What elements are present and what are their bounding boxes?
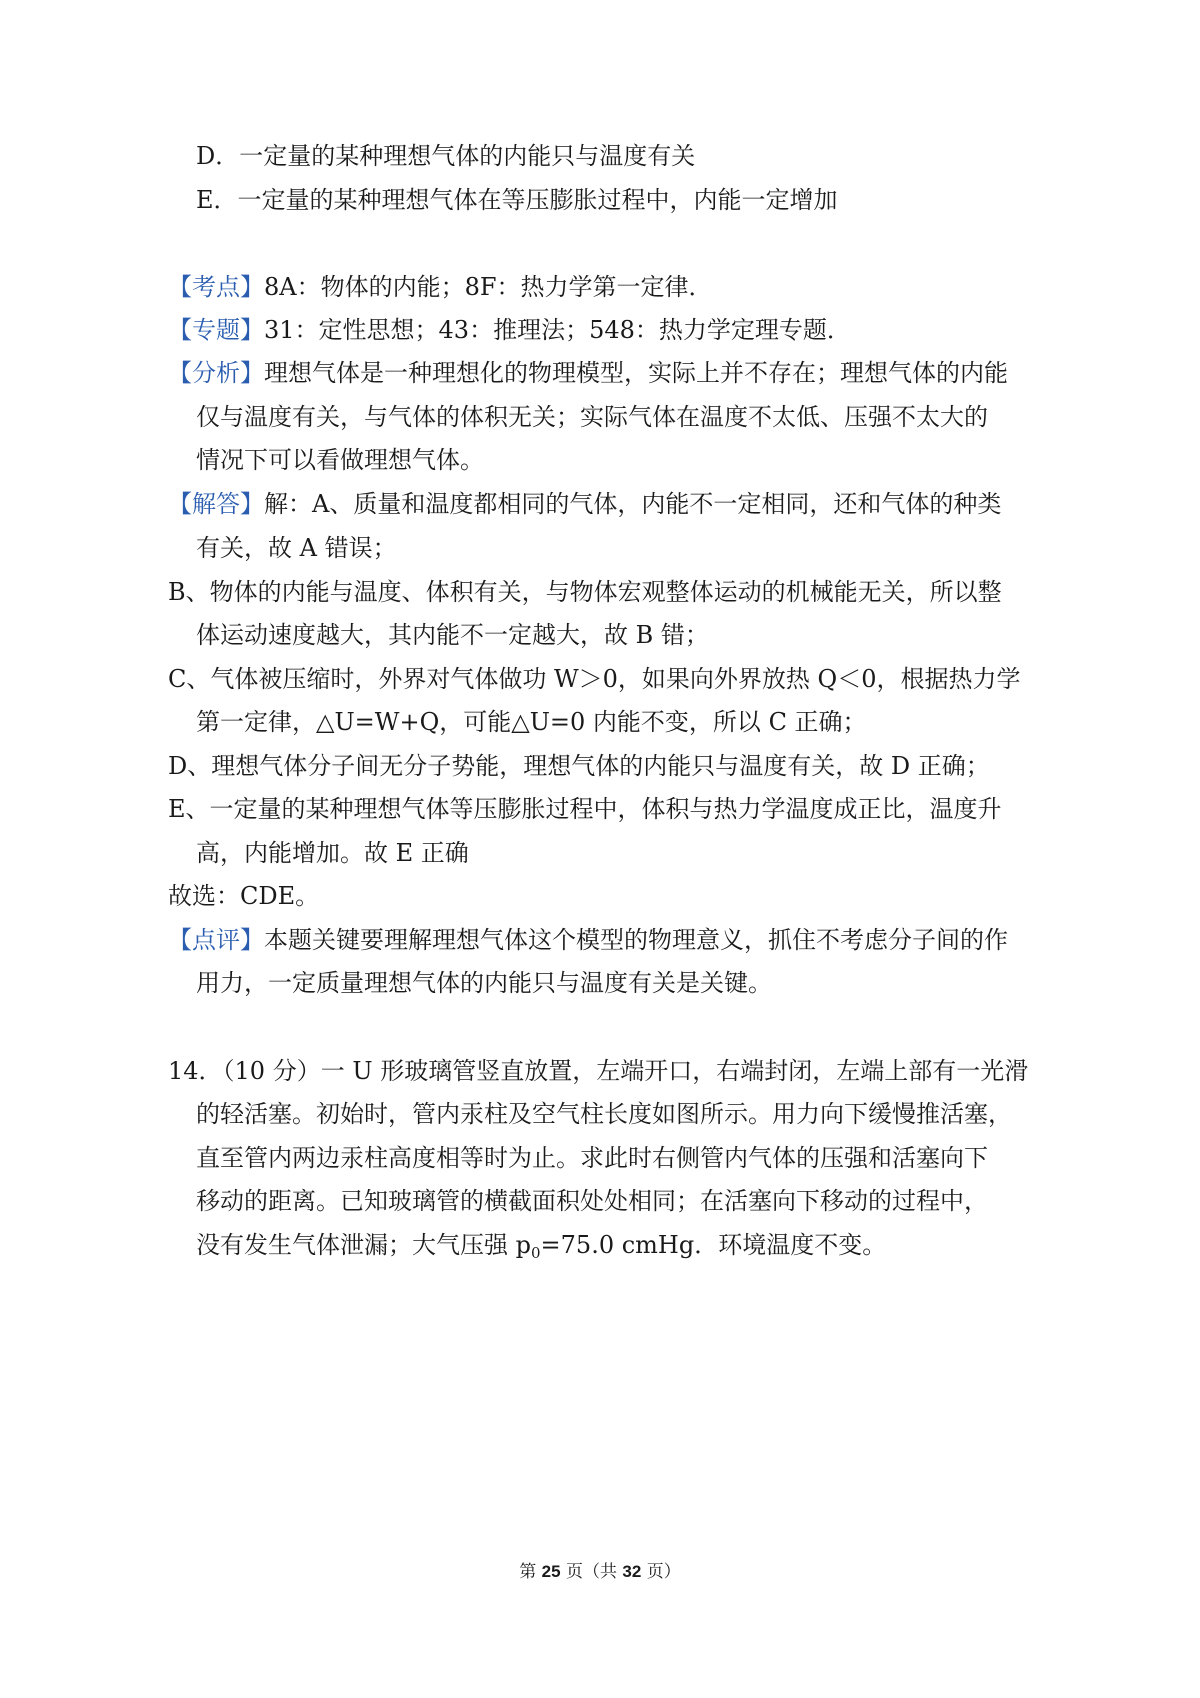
jieda-line-8: E、一定量的某种理想气体等压膨胀过程中，体积与热力学温度成正比，温度升	[168, 795, 1002, 823]
footer-suffix: 页）	[646, 1562, 681, 1582]
zhuanti-section	[168, 314, 851, 346]
kaodian-tag: 【考点】	[168, 273, 264, 301]
dianping-tag: 【点评】	[168, 926, 264, 954]
question14-line-3: 直至管内两边汞柱高度相等时为止。求此时右侧管内气体的压强和活塞向下	[196, 1144, 988, 1172]
fenxi-line-2: 仅与温度有关，与气体的体积无关；实际气体在温度不太低、压强不太大的	[196, 403, 988, 431]
option-e: E．一定量的某种理想气体在等压膨胀过程中，内能一定增加	[196, 186, 838, 214]
jieda-text-1: 解：A、质量和温度都相同的气体，内能不一定相同，还和气体的种类	[264, 490, 1002, 518]
question14-line-5	[196, 1229, 886, 1269]
kaodian-text: 8A：物体的内能；8F：热力学第一定律．	[264, 273, 713, 301]
footer-middle: 页（共	[566, 1562, 617, 1582]
question14-last-prefix: 没有发生气体泄漏；大气压强 p	[196, 1231, 531, 1259]
jieda-line-6: 第一定律，△U=W+Q，可能△U=0 内能不变，所以 C 正确；	[196, 708, 867, 736]
fenxi-line-3: 情况下可以看做理想气体。	[196, 446, 484, 474]
question14-last-suffix: =75.0 cmHg．环境温度不变。	[540, 1231, 887, 1259]
question14-line-1: 14．（10 分）一 U 形玻璃管竖直放置，左端开口，右端封闭，左端上部有一光滑	[168, 1057, 1029, 1085]
dianping-line-2: 用力，一定质量理想气体的内能只与温度有关是关键。	[196, 969, 772, 997]
question14-line-4: 移动的距离。已知玻璃管的横截面积处处相同；在活塞向下移动的过程中，	[196, 1187, 988, 1215]
page-footer	[0, 1560, 1200, 1584]
kaodian-section	[168, 271, 713, 303]
footer-page-number: 25	[541, 1562, 561, 1581]
pressure-subscript: 0	[531, 1244, 541, 1262]
jieda-line-4: 体运动速度越大，其内能不一定越大，故 B 错；	[196, 621, 709, 649]
jieda-line-2: 有关，故 A 错误；	[196, 534, 397, 562]
zhuanti-text: 31：定性思想；43：推理法；548：热力学定理专题．	[264, 316, 851, 344]
jieda-tag: 【解答】	[168, 490, 264, 518]
jieda-line-9: 高，内能增加。故 E 正确	[196, 839, 469, 867]
fenxi-line-1	[168, 357, 1008, 389]
footer-total-pages: 32	[622, 1562, 642, 1581]
jieda-line-3: B、物体的内能与温度、体积有关，与物体宏观整体运动的机械能无关，所以整	[168, 578, 1002, 606]
jieda-line-7: D、理想气体分子间无分子势能，理想气体的内能只与温度有关，故 D 正确；	[168, 752, 990, 780]
jieda-answer: 故选：CDE。	[168, 882, 320, 910]
fenxi-text-1: 理想气体是一种理想化的物理模型，实际上并不存在；理想气体的内能	[264, 359, 1008, 387]
jieda-line-1	[168, 488, 1001, 520]
footer-prefix: 第	[519, 1562, 537, 1582]
dianping-line-1	[168, 924, 1008, 956]
dianping-text-1: 本题关键要理解理想气体这个模型的物理意义，抓住不考虑分子间的作	[264, 926, 1008, 954]
question14-line-2: 的轻活塞。初始时，管内汞柱及空气柱长度如图所示。用力向下缓慢推活塞，	[196, 1100, 1012, 1128]
jieda-line-5: C、气体被压缩时，外界对气体做功 W＞0，如果向外界放热 Q＜0，根据热力学	[168, 665, 1021, 693]
zhuanti-tag: 【专题】	[168, 316, 264, 344]
fenxi-tag: 【分析】	[168, 359, 264, 387]
option-d: D．一定量的某种理想气体的内能只与温度有关	[196, 142, 696, 170]
